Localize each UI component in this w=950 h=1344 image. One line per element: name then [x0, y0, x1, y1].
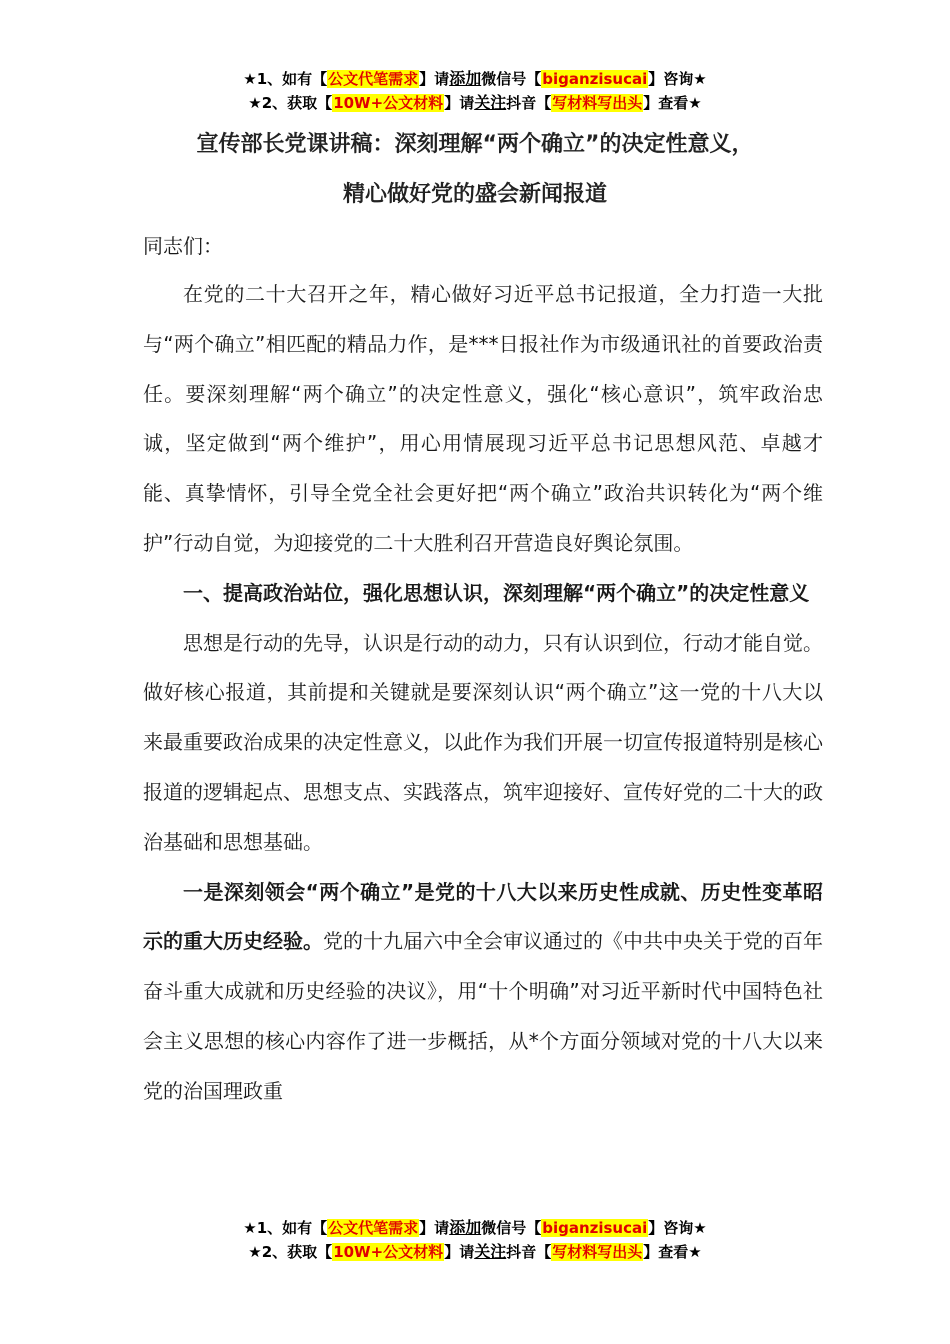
document-body	[143, 270, 823, 1117]
douyin-id: 写材料写出头	[552, 94, 643, 112]
douyin-id: 写材料写出头	[552, 1243, 643, 1261]
promo-line-2: ★2、获取【10W+公文材料】请关注抖音【写材料写出头】查看★	[248, 1242, 702, 1261]
document-title-line-1: 宣传部长党课讲稿：深刻理解“两个确立”的决定性意义，	[196, 132, 754, 157]
wechat-id: biganzisucai	[542, 70, 648, 88]
promo-banner-top	[0, 67, 950, 115]
promo-line-1: ★1、如有【公文代笔需求】请添加微信号【biganzisucai】咨询★	[243, 69, 707, 88]
point-1-lead: 一是深刻领会“两个确立”是党的十八大以来历史性成就、历史性变革昭示的重大历史经验。	[143, 879, 823, 954]
greeting: 同志们：	[143, 234, 223, 258]
document-title-line-2: 精心做好党的盛会新闻报道	[342, 182, 607, 207]
paragraph-section-1: 思想是行动的先导，认识是行动的动力，只有认识到位，行动才能自觉。做好核心报道，其前提和关键就是要深刻认识“两个确立”这一党的十八大以来最重要政治成果的决定性意义，以此作为我们开展一切宣传报道特别是核心报道的逻辑起点、思想支点、实践落点，筑牢迎接好、宣传好党的二十大的政治基础和思想基础。	[143, 630, 823, 854]
promo-banner-bottom	[0, 1216, 950, 1264]
paragraph-intro: 在党的二十大召开之年，精心做好习近平总书记报道，全力打造一大批与“两个确立”相匹配的精品力作，是***日报社作为市级通讯社的首要政治责任。要深刻理解“两个确立”的决定性意义，强化“核心意识”，筑牢政治忠诚，坚定做到“两个维护”，用心用情展现习近平总书记思想风范、卓越才能、真挚情怀，引导全党全社会更好把“两个确立”政治共识转化为“两个维护”行动自觉，为迎接党的二十大胜利召开营造良好舆论氛围。	[143, 282, 823, 555]
promo-line-2: ★2、获取【10W+公文材料】请关注抖音【写材料写出头】查看★	[248, 93, 702, 112]
section-heading-1: 一、提高政治站位，强化思想认识，深刻理解“两个确立”的决定性意义	[183, 580, 810, 605]
promo-line-1: ★1、如有【公文代笔需求】请添加微信号【biganzisucai】咨询★	[243, 1218, 707, 1237]
wechat-id: biganzisucai	[542, 1219, 648, 1237]
paragraph-point-1	[143, 868, 823, 1117]
point-1-text: 党的十九届六中全会审议通过的《中共中央关于党的百年奋斗重大成就和历史经验的决议》，用“十个明确”对习近平新时代中国特色社会主义思想的核心内容作了进一步概括，从*个方面分领域对党的十八大以来党的治国理政重	[143, 929, 823, 1103]
promo-highlight: 公文代笔需求	[328, 70, 419, 88]
promo-highlight: 10W+公文材料	[333, 94, 444, 112]
promo-highlight: 10W+公文材料	[333, 1243, 444, 1261]
promo-highlight: 公文代笔需求	[328, 1219, 419, 1237]
